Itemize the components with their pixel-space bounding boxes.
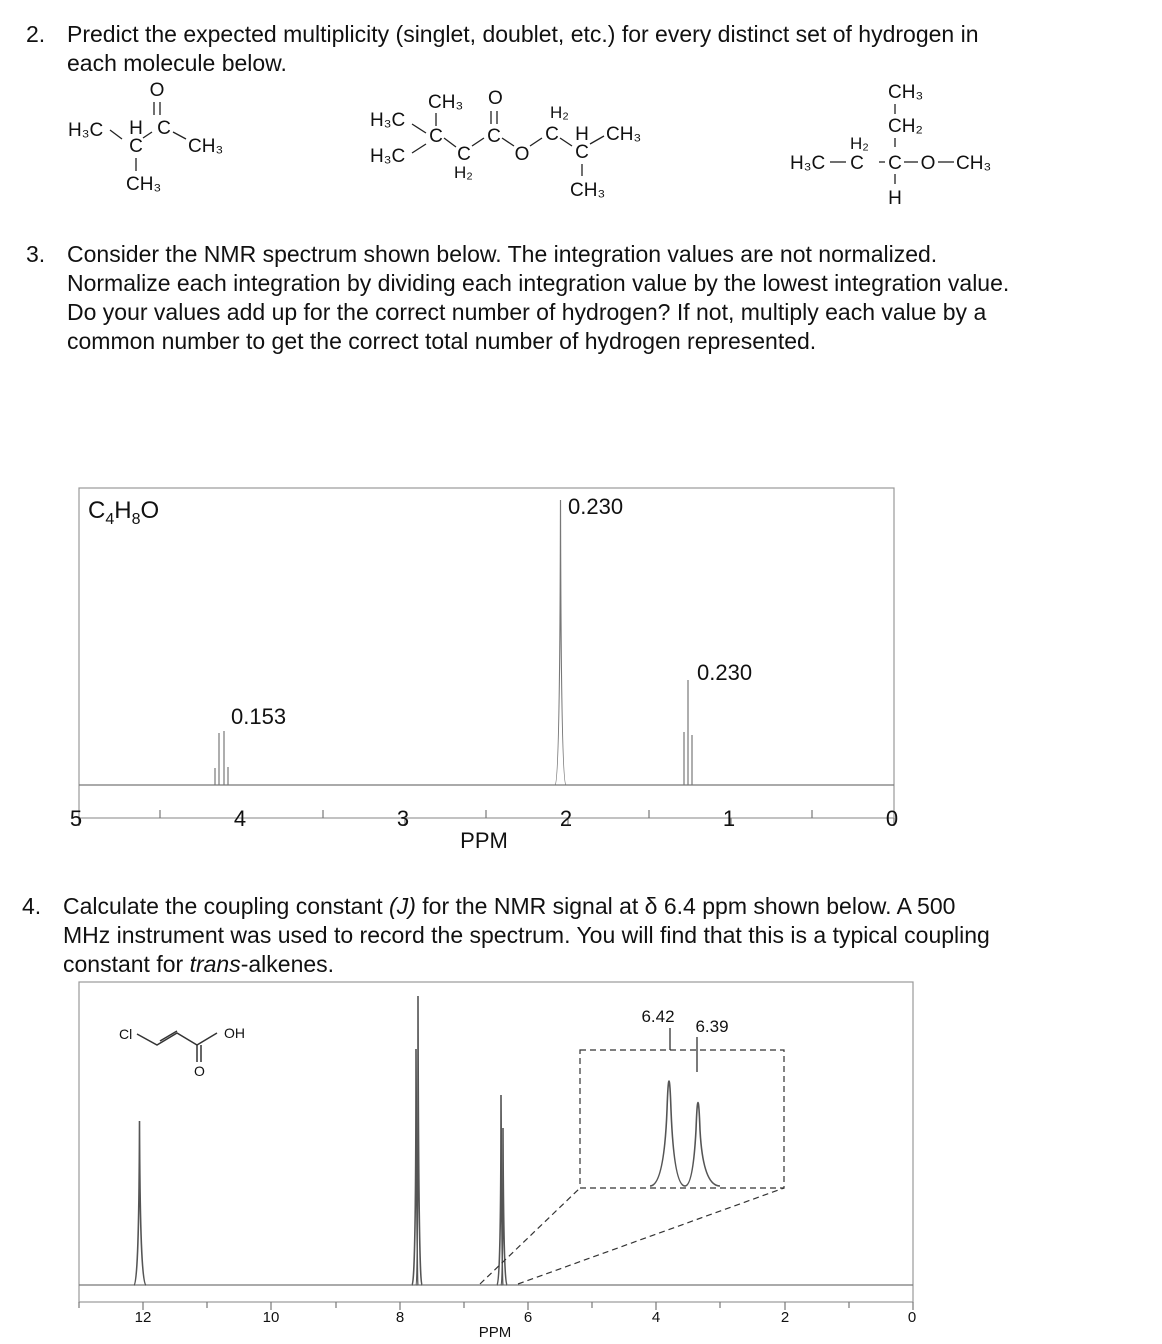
svg-text:0: 0 bbox=[885, 806, 899, 831]
atom-H: H bbox=[888, 188, 902, 209]
svg-text:OH: OH bbox=[224, 1025, 245, 1041]
question-text: Calculate the coupling constant (J) for the NMR signal at δ 6.4 ppm shown below. A 500 MHz instrument was used to record the spectrum. You will find that this is a typical coupling constant for trans-alkenes. bbox=[63, 893, 990, 977]
atom-C: C bbox=[545, 124, 559, 145]
molecular-formula: $C_4H_8O$ bbox=[88, 497, 160, 528]
peak-doublet-7-77ppm bbox=[412, 996, 422, 1285]
atom-C: C bbox=[429, 126, 443, 147]
integration-label: 0.230 bbox=[697, 660, 753, 685]
atom-CH3: CH₃ bbox=[126, 174, 162, 195]
inset-peak-label: 6.42 bbox=[641, 1007, 675, 1026]
question-number: 3. bbox=[26, 241, 46, 267]
peak-doublet-6-41ppm bbox=[497, 1095, 507, 1285]
svg-text:4: 4 bbox=[233, 806, 247, 831]
atom-H3C: H₃C bbox=[790, 153, 826, 174]
atom-H2: H₂ bbox=[550, 103, 569, 122]
atom-H: H bbox=[129, 118, 143, 139]
atom-CH3: CH₃ bbox=[570, 180, 606, 201]
molecule-3-methylbutan-2-one bbox=[60, 76, 260, 196]
peak-quartet-4-12ppm bbox=[215, 731, 228, 785]
svg-text:3: 3 bbox=[396, 806, 410, 831]
atom-C: C bbox=[575, 142, 589, 163]
atom-C: C bbox=[888, 153, 902, 174]
svg-text:4: 4 bbox=[651, 1309, 661, 1326]
nmr-spectrum-chloroacrylic-acid bbox=[0, 975, 1162, 1344]
peak-singlet-12ppm bbox=[134, 1121, 146, 1285]
svg-text:6: 6 bbox=[523, 1309, 533, 1326]
svg-text:0: 0 bbox=[907, 1309, 917, 1326]
atom-C: C bbox=[157, 118, 171, 139]
svg-text:O: O bbox=[194, 1063, 205, 1079]
svg-text:8: 8 bbox=[395, 1309, 405, 1326]
atom-O: O bbox=[920, 153, 936, 174]
atom-H3C: H₃C bbox=[370, 146, 406, 167]
integration-label: 0.230 bbox=[568, 494, 624, 519]
atom-CH3: CH₃ bbox=[888, 82, 924, 103]
svg-text:2: 2 bbox=[559, 806, 573, 831]
atom-O: O bbox=[149, 80, 165, 101]
question-number: 2. bbox=[26, 21, 46, 47]
atom-H2: H₂ bbox=[850, 134, 869, 153]
atom-CH3: CH₃ bbox=[606, 124, 642, 145]
inset-peak-label: 6.39 bbox=[695, 1017, 729, 1036]
integration-label: 0.153 bbox=[231, 704, 287, 729]
inset-doublet bbox=[650, 1081, 720, 1186]
atom-CH3: CH₃ bbox=[956, 153, 992, 174]
svg-text:Cl: Cl bbox=[119, 1026, 133, 1042]
x-axis-title: PPM bbox=[478, 1324, 512, 1341]
question-number: 4. bbox=[22, 893, 42, 919]
svg-text:10: 10 bbox=[262, 1309, 280, 1326]
nmr-spectrum-c4h8o bbox=[0, 470, 1162, 860]
atom-C: C bbox=[850, 153, 864, 174]
atom-C: C bbox=[457, 144, 471, 165]
question-text: Consider the NMR spectrum shown below. The integration values are not normalized. Normalize each integration by dividing each integration value by the lowest integration value. Do your values add up for the correct number of hydrogen? If not, multiply each value by a common number to get the correct total number of hydrogen represented. bbox=[67, 241, 1010, 354]
peak-singlet-2-05ppm bbox=[555, 500, 566, 785]
atom-H3C: H₃C bbox=[68, 120, 104, 141]
svg-text:1: 1 bbox=[722, 806, 736, 831]
plot-frame bbox=[79, 488, 894, 818]
atom-C: C bbox=[129, 136, 143, 157]
x-axis-labels bbox=[135, 1309, 917, 1326]
atom-O: O bbox=[488, 88, 503, 109]
atom-C: C bbox=[487, 126, 501, 147]
peak-triplet-1-26ppm bbox=[684, 680, 692, 785]
x-axis-title: PPM bbox=[460, 828, 508, 853]
svg-text:2: 2 bbox=[780, 1309, 790, 1326]
svg-text:12: 12 bbox=[134, 1309, 152, 1326]
molecule-isobutyl-3-3-dimethylbutanoate bbox=[360, 80, 670, 205]
atom-O: O bbox=[514, 144, 530, 165]
plot-frame bbox=[79, 982, 913, 1302]
inset-expansion-box bbox=[580, 1050, 784, 1188]
atom-CH3: CH₃ bbox=[188, 136, 224, 157]
atom-H: H bbox=[575, 124, 589, 145]
atom-CH3: CH₃ bbox=[428, 92, 464, 113]
svg-text:5: 5 bbox=[69, 806, 83, 831]
atom-H3C: H₃C bbox=[370, 110, 406, 131]
question-text: Predict the expected multiplicity (singlet, doublet, etc.) for every distinct set of hydrogen in each molecule below. bbox=[67, 21, 979, 76]
molecule-3-methoxypentane bbox=[780, 76, 1010, 211]
atom-H2: H₂ bbox=[454, 163, 473, 182]
structure-3-chloroacrylic-acid bbox=[119, 1025, 245, 1079]
atom-CH2: CH₂ bbox=[888, 116, 923, 137]
